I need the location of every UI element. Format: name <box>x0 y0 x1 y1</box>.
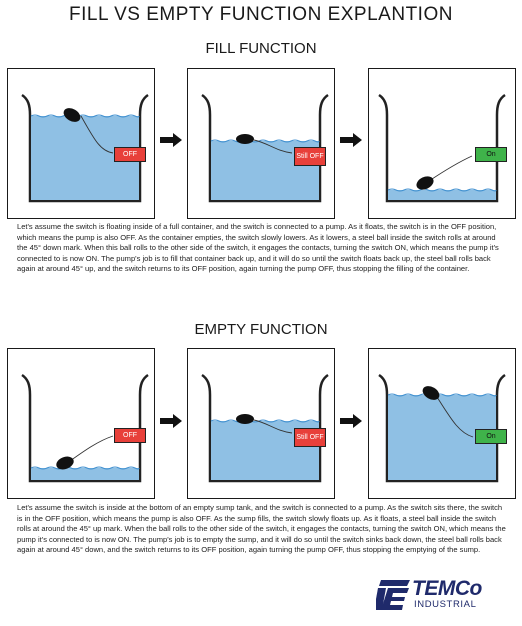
switch-status-tag: OFF <box>114 428 146 443</box>
logo-subtitle: INDUSTRIAL <box>414 599 477 610</box>
fill-tank-2-drawing <box>188 69 334 218</box>
empty-panel-3 <box>368 348 516 499</box>
empty-tank-2-drawing <box>188 349 334 498</box>
empty-description: Let's assume the switch is inside at the bottom of an empty sump tank, and the switch is connected to a pump. As the switch sits there, the switch is in the OFF position, which means the pump is also OFF. As the sump fills, the switch slowly floats up. As it floats, a steel ball inside the switch rolls at around the 45° up mark. When the ball rolls to the other side of the switch, it engages the contacts, turning the switch ON, which means the pump it's connected to is now ON. The pump's job is to empty the sump, and it will do so until the switch sinks back down, the steel ball rolls back again at around 45° down, and the switch returns to its OFF position, again turning the pump OFF, thus stopping the emptying of the sump. <box>17 503 506 555</box>
fill-heading: FILL FUNCTION <box>205 40 317 57</box>
fill-panel-1 <box>7 68 155 219</box>
switch-status-tag: On <box>475 429 507 444</box>
switch-status-tag: OFF <box>114 147 146 162</box>
empty-panel-1 <box>7 348 155 499</box>
fill-tank-1-drawing <box>8 69 154 218</box>
empty-heading: EMPTY FUNCTION <box>194 321 328 338</box>
page-title: FILL VS EMPTY FUNCTION EXPLANTION <box>69 4 453 25</box>
switch-status-tag: On <box>475 147 507 162</box>
logo-name: TEMCo <box>412 577 482 600</box>
switch-status-tag: Still OFF <box>294 147 326 166</box>
fill-tank-3-drawing <box>369 69 515 218</box>
fill-panel-3 <box>368 68 516 219</box>
fill-panel-2 <box>187 68 335 219</box>
temco-logo-mark-icon <box>376 580 410 610</box>
fill-description: Let's assume the switch is floating inside of a full container, and the switch is connected to a pump. As it floats, the switch is in the OFF position, which means the pump is also OFF. As the container empties, the switch slowly lowers. As it lowers, a steel ball inside the switch rolls at around the 45° down mark. When this ball rolls to the other side of the switch, it engages the contacts, turning the switch ON, which means the pump it's connected to is now ON. The pump's job is to fill that container back up, and it will do so until the switch floats back up, the steel ball rolls back again at around 45° up, and the switch returns to its OFF position, again turning the pump OFF, thus stopping the filling of the container. <box>17 222 499 274</box>
arrow-right-icon <box>160 133 182 147</box>
arrow-right-icon <box>160 414 182 428</box>
empty-tank-1-drawing <box>8 349 154 498</box>
arrow-right-icon <box>340 414 362 428</box>
switch-status-tag: Still OFF <box>294 428 326 447</box>
arrow-right-icon <box>340 133 362 147</box>
empty-tank-3-drawing <box>369 349 515 498</box>
temco-logo <box>376 577 516 617</box>
empty-panel-2 <box>187 348 335 499</box>
